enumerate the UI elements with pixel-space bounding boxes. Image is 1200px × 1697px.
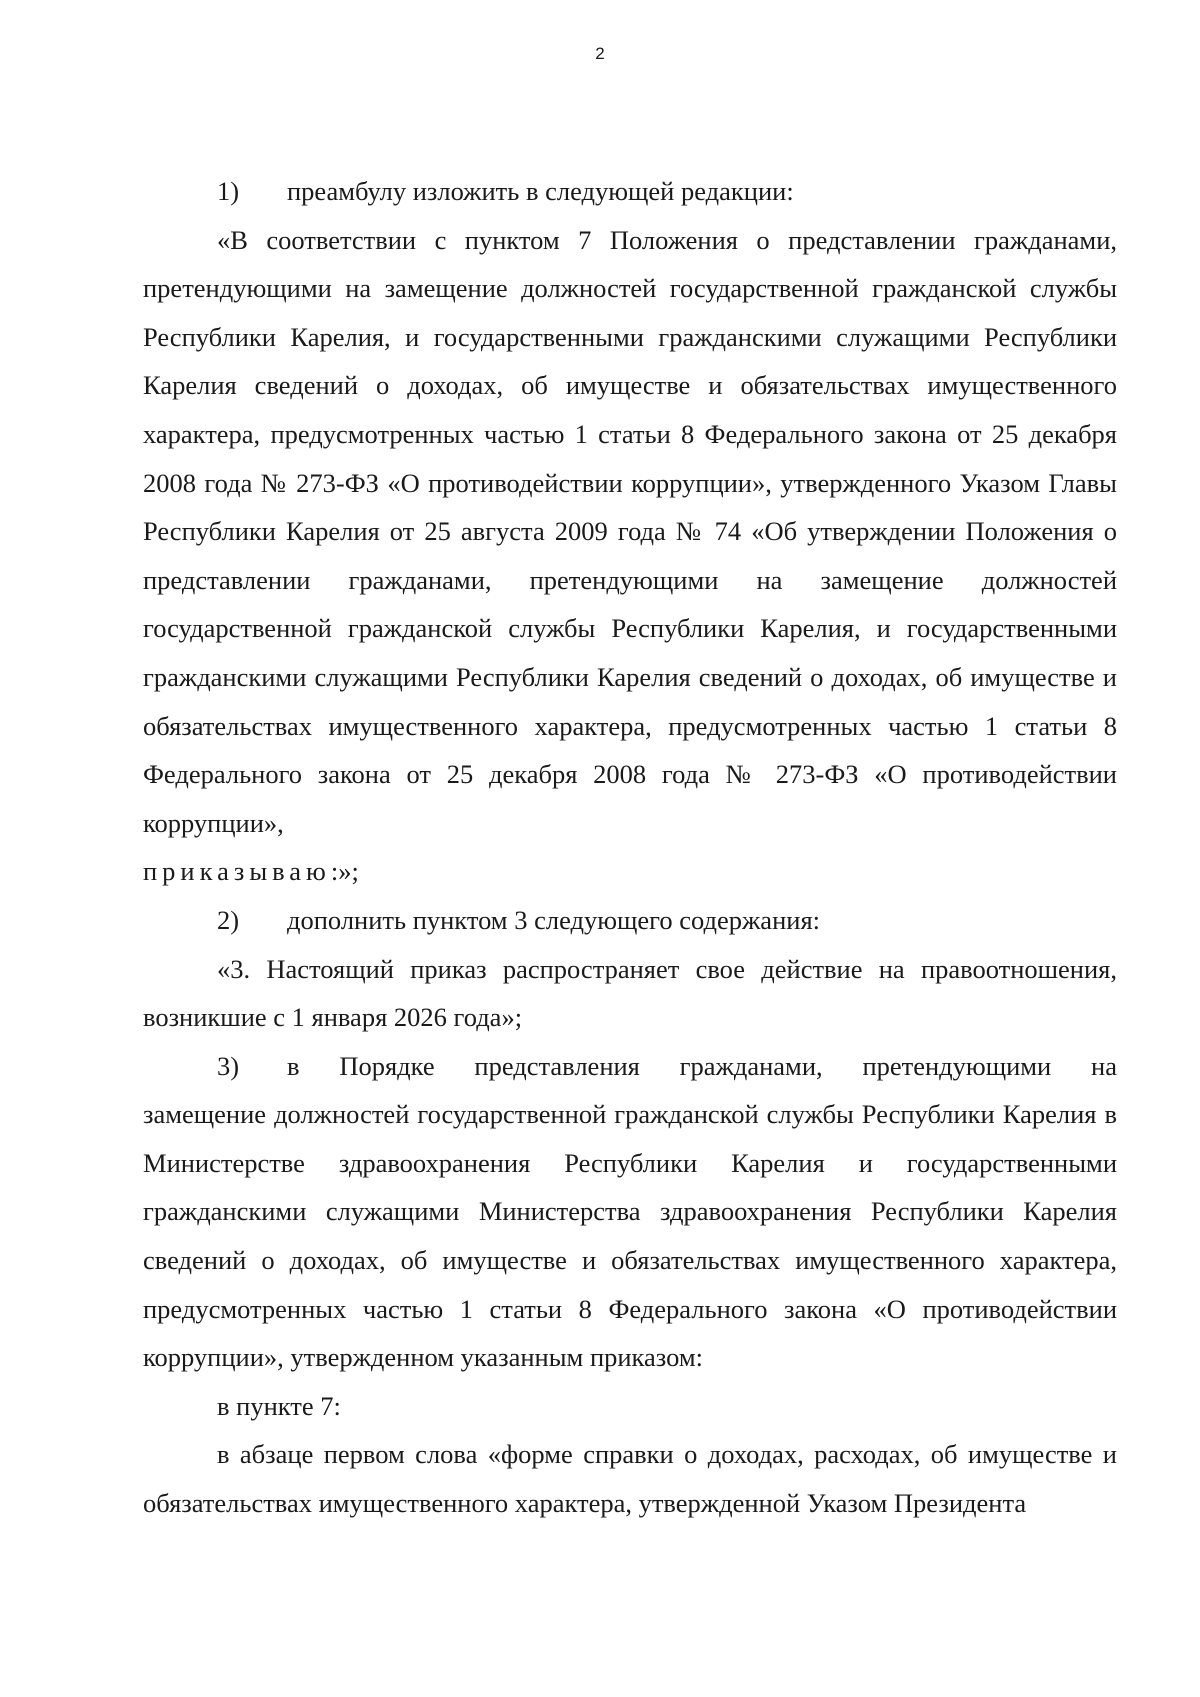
order-word: приказываю [143, 856, 331, 887]
list-item-number: 3) [217, 1050, 240, 1081]
list-item-3 [143, 1042, 1117, 1091]
list-item-2 [143, 896, 1117, 945]
document-body [143, 167, 1117, 1528]
page-number: 2 [595, 44, 605, 63]
list-item-3-continuation: замещение должностей государственной гражданской службы Республики Карелия в Министерстве здравоохранения Республики Карелия и государственными гражданскими служащими Министерства здравоохранения Республики Карелия сведений о доходах, об имуществе и обязательствах имущественного характера, предусмотренных частью 1 статьи 8 Федерального закона «О противодействии коррупции», утвержденном указанным приказом: [143, 1099, 1117, 1373]
preamble-paragraph [143, 216, 1117, 896]
list-item-first-line: в Порядке представления гражданами, претендующими на [287, 1050, 1117, 1081]
list-item-text: преамбулу изложить в следующей редакции: [287, 176, 794, 206]
list-item-number: 1) [217, 176, 240, 206]
point-3-paragraph: «3. Настоящий приказ распространяет свое действие на правоотношения, возникшие с 1 января 2026 года»; [143, 953, 1117, 1033]
list-item-text: дополнить пунктом 3 следующего содержания: [287, 904, 820, 935]
list-item-1 [143, 167, 1117, 216]
preamble-tail: :»; [330, 856, 359, 887]
paragraph-first-amendment: в абзаце первом слова «форме справки о доходах, расходах, об имуществе и обязательствах имущественного характера, утвержденной Указом Президента [143, 1439, 1117, 1519]
list-item-number: 2) [217, 904, 240, 935]
preamble-text: «В соответствии с пунктом 7 Положения о представлении гражданами, претендующими на замещение должностей государственной гражданской службы Республики Карелия, и государственными гражданскими служащими Республики Карелия сведений о доходах, об имуществе и обязательствах имущественного характера, предусмотренных частью 1 статьи 8 Федерального закона от 25 декабря 2008 года № 273-ФЗ «О противодействии коррупции», утвержденного Указом Главы Республики Карелия от 25 августа 2009 года № 74 «Об утверждении Положения о представлении гражданами, претендующими на замещение должностей государственной гражданской службы Республики Карелия, и государственными гражданскими служащими Республики Карелия сведений о доходах, об имуществе и обязательствах имущественного характера, предусмотренных частью 1 статьи 8 Федерального закона от 25 декабря 2008 года № 273-ФЗ «О противодействии коррупции», [143, 224, 1117, 838]
point-7-heading: в пункте 7: [217, 1390, 341, 1421]
